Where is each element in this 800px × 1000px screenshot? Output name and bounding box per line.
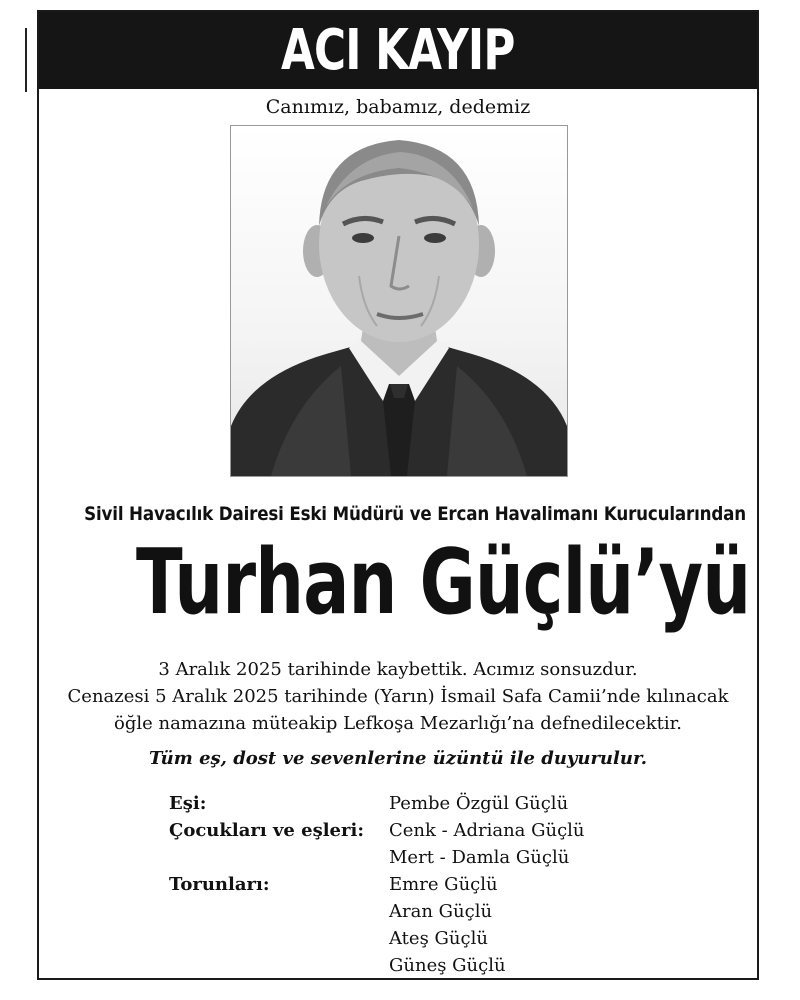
family-member-name: Pembe Özgül Güçlü	[389, 793, 569, 814]
deceased-name: Turhan Güçlü’yü	[135, 530, 751, 635]
obituary-frame	[37, 10, 759, 980]
family-relation-label	[169, 952, 389, 979]
family-member-name: Ateş Güçlü	[389, 928, 488, 949]
family-row	[169, 898, 689, 925]
family-row	[169, 925, 689, 952]
family-relation-label	[169, 925, 389, 952]
family-member-name: Aran Güçlü	[389, 901, 493, 922]
page-title: ACI KAYIP	[281, 17, 515, 83]
family-list	[169, 790, 689, 979]
message-block	[39, 656, 757, 737]
family-row	[169, 817, 689, 844]
family-relation-label: Çocukları ve eşleri:	[169, 820, 364, 841]
announcement-line: Tüm eş, dost ve sevenlerine üzüntü ile duyurulur.	[148, 748, 648, 769]
family-relation-label: Torunları:	[169, 874, 270, 895]
intro-line: Canımız, babamız, dedemiz	[265, 96, 531, 118]
deceased-title-line	[39, 503, 757, 525]
family-member-name: Cenk - Adriana Güçlü	[389, 820, 585, 841]
family-member-name: Emre Güçlü	[389, 874, 498, 895]
family-member-name: Mert - Damla Güçlü	[389, 847, 570, 868]
family-row	[169, 790, 689, 817]
deceased-name-line	[39, 530, 757, 635]
margin-mark	[25, 28, 27, 92]
family-row	[169, 844, 689, 871]
header-bar	[39, 12, 757, 89]
family-relation-label	[169, 898, 389, 925]
family-row	[169, 871, 689, 898]
family-relation-label	[169, 844, 389, 871]
message-line: Cenazesi 5 Aralık 2025 tarihinde (Yarın) İsmail Safa Camii’nde kılınacak	[67, 686, 729, 707]
portrait-photo	[230, 125, 568, 477]
family-member-name: Güneş Güçlü	[389, 955, 506, 976]
message-line: 3 Aralık 2025 tarihinde kaybettik. Acımız sonsuzdur.	[158, 659, 638, 680]
deceased-title: Sivil Havacılık Dairesi Eski Müdürü ve Ercan Havalimanı Kurucularından	[84, 503, 746, 525]
family-relation-label: Eşi:	[169, 793, 207, 814]
family-row	[169, 952, 689, 979]
message-line: öğle namazına müteakip Lefkoşa Mezarlığı’na defnedilecektir.	[113, 713, 682, 734]
portrait-illustration	[231, 126, 567, 476]
